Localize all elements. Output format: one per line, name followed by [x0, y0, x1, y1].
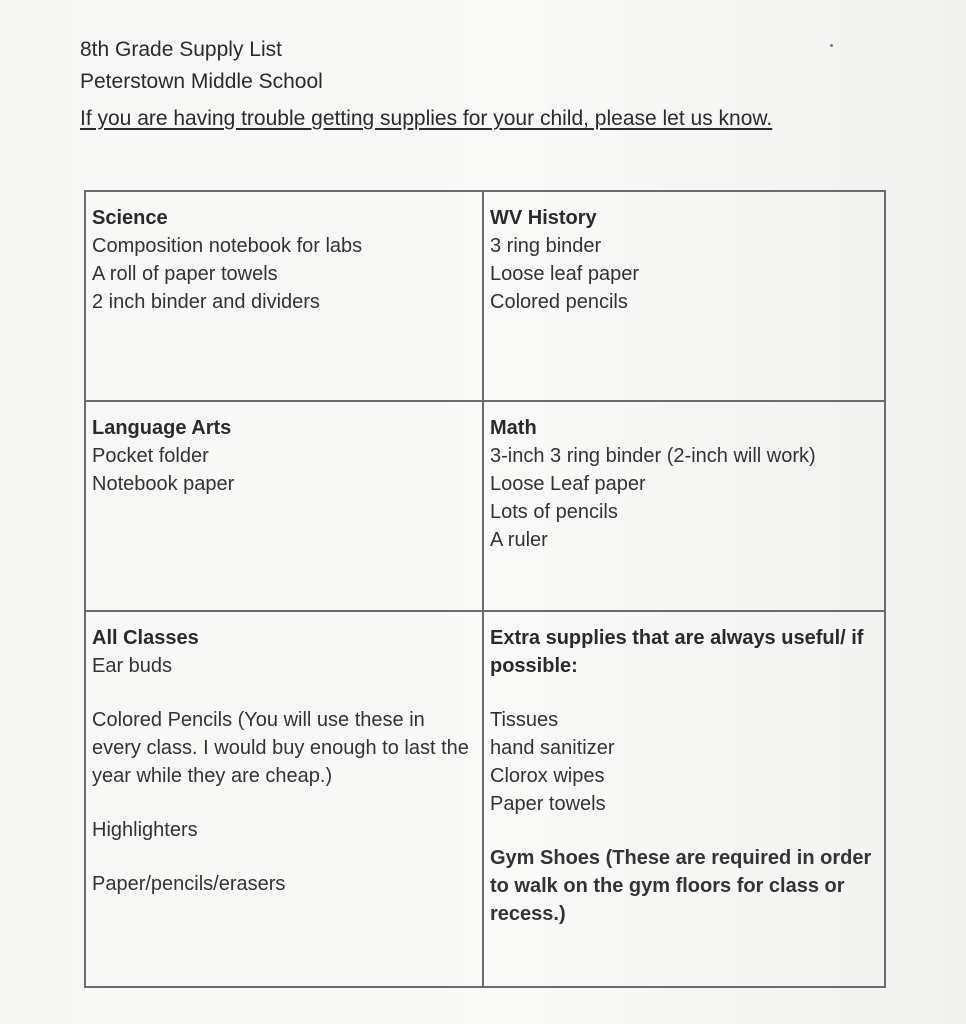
- science-item: A roll of paper towels: [92, 263, 278, 285]
- extra-supplies-item: Tissues: [490, 709, 559, 731]
- math-item: 3-inch 3 ring binder (2-inch will work): [490, 445, 816, 467]
- wv-history-item: Colored pencils: [490, 291, 628, 313]
- math-item: Lots of pencils: [490, 501, 618, 523]
- extra-supplies-item: hand sanitizer: [490, 737, 615, 759]
- wv-history-title: WV History: [490, 207, 597, 229]
- science-item: Composition notebook for labs: [92, 235, 363, 257]
- all-classes-item: Highlighters: [92, 819, 198, 841]
- language-arts-item: Notebook paper: [92, 473, 235, 495]
- math-item: Loose Leaf paper: [490, 473, 646, 495]
- language-arts-item: Pocket folder: [92, 445, 209, 467]
- extra-supplies-item: Clorox wipes: [490, 765, 605, 787]
- all-classes-title: All Classes: [92, 627, 199, 649]
- science-title: Science: [92, 207, 168, 229]
- table-row: [85, 401, 885, 611]
- school-name: Peterstown Middle School: [80, 70, 323, 93]
- table-row: [85, 191, 885, 401]
- math-item: A ruler: [490, 529, 548, 551]
- all-classes-item: Ear buds: [92, 655, 173, 677]
- wv-history-item: Loose leaf paper: [490, 263, 640, 285]
- extra-supplies-item: Paper towels: [490, 793, 606, 815]
- all-classes-item: Paper/pencils/erasers: [92, 873, 286, 895]
- all-classes-item: Colored Pencils (You will use these in every class. I would buy enough to last the year while they are cheap.): [92, 709, 469, 787]
- science-item: 2 inch binder and dividers: [92, 291, 320, 313]
- document-title: 8th Grade Supply List: [80, 38, 282, 61]
- all-classes-cell: [85, 611, 483, 987]
- math-title: Math: [490, 417, 537, 439]
- language-arts-cell: [85, 401, 483, 611]
- help-note: If you are having trouble getting supplies for your child, please let us know.: [80, 107, 773, 130]
- wv-history-item: 3 ring binder: [490, 235, 602, 257]
- extra-supplies-cell: [483, 611, 885, 987]
- science-cell: [85, 191, 483, 401]
- table-row: [85, 611, 885, 987]
- document-header: [80, 34, 880, 138]
- supply-table: [84, 190, 886, 988]
- extra-supplies-title: Extra supplies that are always useful/ if possible:: [490, 627, 864, 677]
- math-cell: [483, 401, 885, 611]
- gym-shoes-note: Gym Shoes (These are required in order to walk on the gym floors for class or recess.): [490, 847, 872, 925]
- wv-history-cell: [483, 191, 885, 401]
- language-arts-title: Language Arts: [92, 417, 232, 439]
